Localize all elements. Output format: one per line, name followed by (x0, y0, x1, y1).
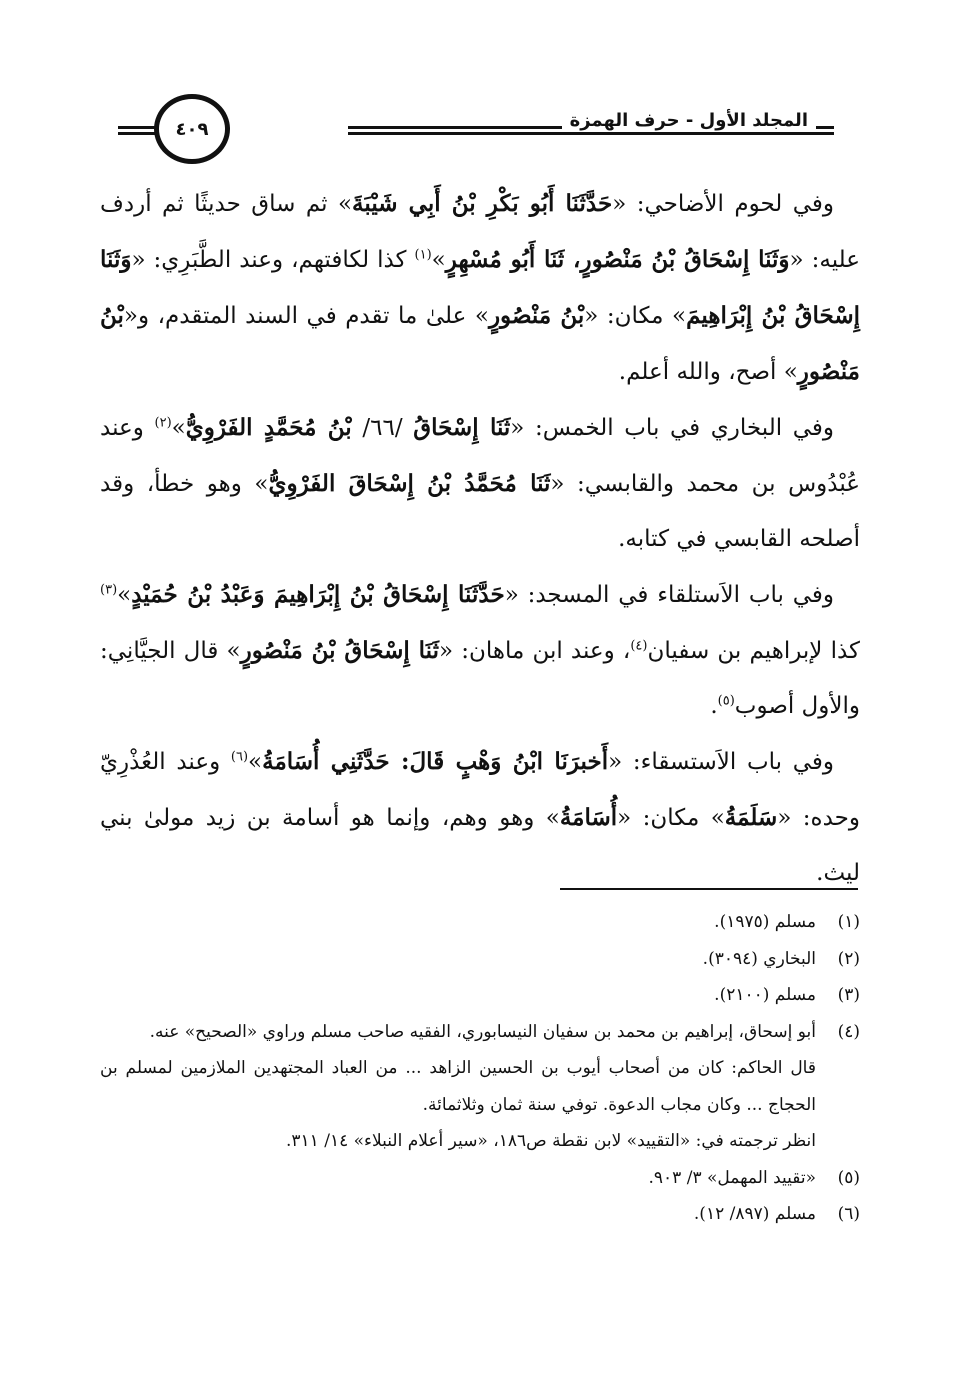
body-text: وفي باب الاَستلقاء في المسجد: « (504, 582, 834, 608)
hadith-quote: ثَنَا إِسْحَاقُ (413, 414, 511, 441)
body-text: » وهو وهم، وإنما هو أسامة بن زيد مولىٰ بني ليث. (100, 805, 860, 886)
footnote-text: مسلم (٨٩٧/ ١٢). (693, 1204, 816, 1224)
body-text: » أصح، والله أعلم. (618, 359, 798, 385)
paragraph (100, 176, 860, 400)
paragraph (100, 400, 860, 567)
footnote-text: «تقييد المهمل» ٣/ ٩٠٣. (648, 1167, 816, 1188)
footnote-number: (٢) (837, 948, 860, 969)
footnote-body (100, 904, 816, 941)
footnote-ref: (٣) (100, 582, 118, 598)
footnote (100, 1014, 860, 1160)
footnote (100, 1160, 860, 1197)
footnote-text: قال الحاكم: كان من أصحاب أيوب بن الحسين الزاهد ... من العباد المجتهدين الملازمين لمسلم بن الحجاج ... وكان مجاب الدعوة. توفي سنة ثمان وثلاثمائة. (100, 1058, 816, 1115)
body-text: /٦٦/ (351, 415, 414, 441)
body-text: وفي البخاري في باب الخمس: « (510, 415, 835, 441)
footnote-ref: (٢) (154, 415, 172, 431)
body-text: » ثم ساق حديثًا ثم أردف عليه: « (100, 191, 860, 273)
body-text: » قال الجيَّانِي: والأول أصوب (100, 638, 860, 719)
footnote-ref: (٤) (630, 638, 648, 654)
hadith-quote: بْنُ مَنْصُورٍ (100, 302, 860, 385)
body-text: وفي باب الاَستسقاء: « (608, 749, 834, 775)
page-header (118, 92, 834, 172)
footnote-ref: (٥) (717, 693, 735, 709)
body-text: كذا لكافتهم، وعند الطَّبَرِي: « (131, 247, 415, 273)
footnote-body (100, 941, 816, 978)
body-text: » (248, 749, 263, 775)
body-text: » علىٰ ما تقدم في السند المتقدم، و« (123, 303, 489, 329)
footnote-text: مسلم (٢١٠٠). (714, 985, 816, 1005)
hadith-quote: ثَنَا مُحَمَّدُ بْنُ إِسْحَاقَ الفَرْوِيُّ (268, 470, 551, 497)
header-rule-left (118, 126, 158, 135)
footnote-body (100, 1196, 816, 1233)
hadith-quote: أَخبرَنَا ابْنُ وَهْبٍ قَالَ: حَدَّثَنِي أُسَامَةُ (262, 748, 609, 775)
footnote-text: أبو إسحاق، إبراهيم بن محمد بن سفيان النيسابوري، الفقيه صاحب مسلم وراوي «الصحيح» عنه. (149, 1021, 816, 1042)
footnote-text: مسلم (١٩٧٥). (714, 912, 816, 932)
footnote-body (100, 1160, 816, 1197)
footnote (100, 1196, 860, 1233)
body-text: » (171, 415, 186, 441)
paragraph (100, 734, 860, 901)
hadith-quote: حَدَّثَنَا أَبُو بَكْرِ بْنُ أَبِي شَيْبَةَ (352, 190, 613, 217)
body-text: » وهو خطأ، وقد أصلحه القابسي في كتابه. (100, 471, 860, 552)
body-text: وعند عُبْدُوس بن محمد والقابسي: « (100, 415, 860, 497)
paragraph (100, 567, 860, 734)
body-text: » (117, 582, 132, 608)
hadith-quote: أُسَامَةُ (559, 804, 618, 831)
footnote-ref: (٦) (230, 749, 249, 765)
page-number: ٤٠٩ (175, 118, 209, 140)
footnote-number: (٦) (837, 1204, 860, 1224)
body-text: وعند العُذْرِيّ وحده: « (100, 749, 860, 831)
footnote-number: (٥) (837, 1167, 860, 1188)
page-number-circle (154, 94, 230, 164)
footnote-divider (560, 888, 858, 890)
footnote-text: البخاري (٣٠٩٤). (702, 948, 816, 969)
body-text: وفي لحوم الأضاحي: « (612, 191, 835, 217)
footnotes (100, 904, 860, 1233)
footnote (100, 977, 860, 1014)
hadith-quote: حَدَّثَنَا إِسْحَاقُ بْنُ إِبْرَاهِيمَ وَعَبْدُ بْنُ حُمَيْدٍ (131, 581, 505, 608)
footnote-body (100, 1014, 816, 1160)
footnote-ref: (١) (414, 247, 432, 263)
hadith-quote: وَثَنَا إِسْحَاقُ بْنُ إِبْرَاهِيمَ (100, 246, 860, 329)
body-text: ، وعند ابن ماهان: « (438, 638, 631, 664)
body-text: كذا لإبراهيم بن سفيان (647, 638, 860, 664)
body-text: » مكان: « (617, 805, 725, 831)
body-text: » (431, 247, 446, 273)
footnote-number: (٤) (837, 1021, 860, 1042)
footnote-number: (٣) (837, 985, 860, 1005)
footnote-text: انظر ترجمته في: «التقييد» لابن نقطة ص١٨٦، «سير أعلام النبلاء» ١٤/ ٣١١. (286, 1131, 816, 1151)
hadith-quote: وَثَنَا إِسْحَاقُ بْنُ مَنْصُورٍ، ثَنَا أَبُو مُسْهِرٍ (445, 246, 790, 273)
footnote-body (100, 977, 816, 1014)
hadith-quote: سَلَمَةُ (724, 804, 778, 831)
hadith-quote: بْنُ مَنْصُورٍ (488, 302, 585, 329)
body-text: » مكان: « (584, 303, 687, 329)
body-text: . (710, 693, 718, 719)
footnote (100, 904, 860, 941)
footnote-number: (١) (837, 912, 860, 932)
footnote (100, 941, 860, 978)
running-title: المجلد الأول - حرف الهمزة (562, 110, 816, 131)
hadith-quote: ثَنَا إِسْحَاقُ بْنُ مَنْصُورٍ (240, 637, 439, 664)
main-text (100, 176, 860, 901)
hadith-quote: بْنُ مُحَمَّدٍ الفَرْوِيُّ (185, 414, 352, 441)
